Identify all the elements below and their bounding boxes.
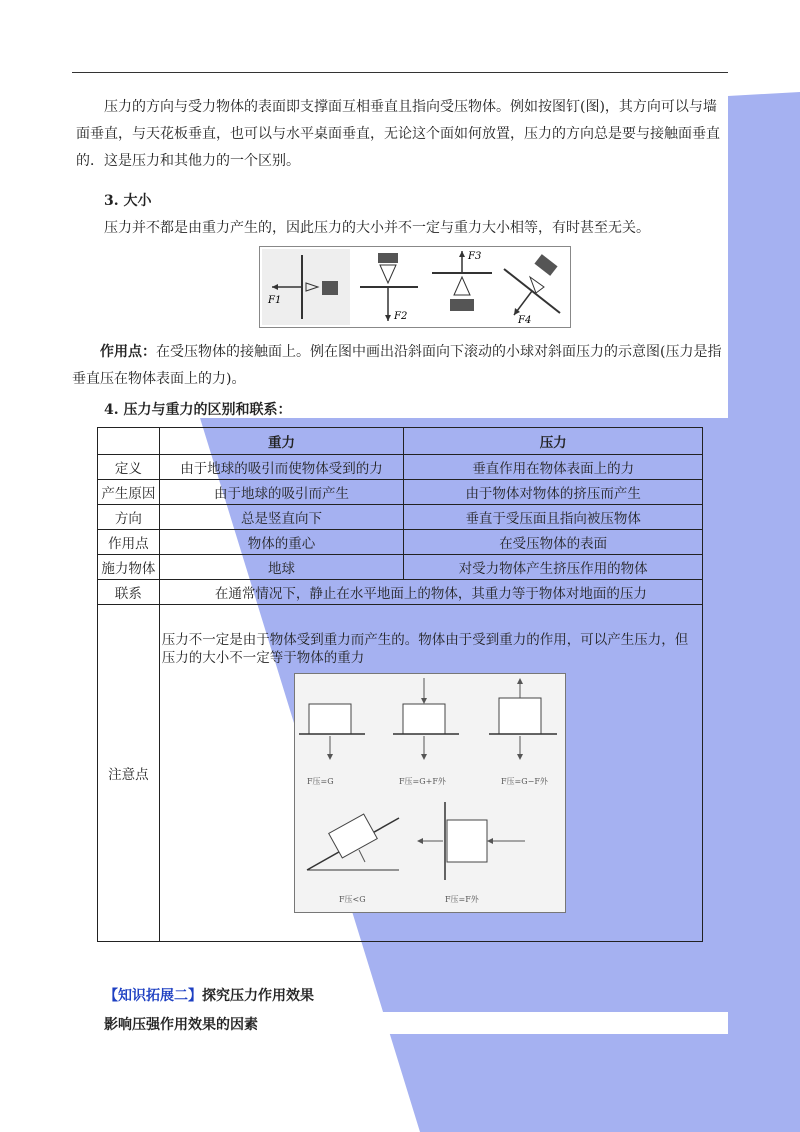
gravity-cell: 物体的重心 xyxy=(159,530,404,555)
figure-label-f3: F3 xyxy=(468,251,482,262)
gravity-pressure-table xyxy=(97,427,703,942)
paragraph-magnitude: 压力并不都是由重力产生的，因此压力的大小并不一定与重力大小相等，有时甚至无关。 xyxy=(104,220,650,236)
table-header-row xyxy=(98,428,703,455)
caption-case-3: F压=G−F外 xyxy=(500,777,548,786)
extension-subtitle: 影响压强作用效果的因素 xyxy=(104,1017,258,1033)
table-header-blank xyxy=(98,428,160,455)
extension-bracket: 【知识拓展二】 xyxy=(104,988,202,1004)
relation-cell: 在通常情况下，静止在水平地面上的物体，其重力等于物体对地面的压力 xyxy=(159,580,702,605)
pressure-cases-figure xyxy=(294,673,566,913)
gravity-cell: 由于地球的吸引而产生 xyxy=(159,480,404,505)
extension-heading xyxy=(104,985,314,1005)
note-text: 压力不一定是由于物体受到重力而产生的。物体由于受到重力的作用，可以产生压力，但压力的大小不一定等于物体的重力 xyxy=(161,632,689,666)
row-label: 定义 xyxy=(98,455,160,480)
row-label: 施力物体 xyxy=(98,555,160,580)
caption-case-4: F压<G xyxy=(338,895,366,904)
row-label: 产生原因 xyxy=(98,480,160,505)
pressure-cell: 在受压物体的表面 xyxy=(404,530,703,555)
table-row xyxy=(98,455,703,480)
caption-case-1: F压=G xyxy=(306,777,334,786)
table-header-gravity: 重力 xyxy=(159,428,404,455)
figure-label-f4: F4 xyxy=(518,315,532,326)
row-label: 作用点 xyxy=(98,530,160,555)
table-row xyxy=(98,480,703,505)
action-point-text: 在受压物体的接触面上。例在图中画出沿斜面向下滚动的小球对斜面压力的示意图(压力是指垂直压在物体表面上的力)。 xyxy=(72,344,722,387)
table-header-pressure: 压力 xyxy=(404,428,703,455)
gravity-cell: 由于地球的吸引而使物体受到的力 xyxy=(159,455,404,480)
header-rule xyxy=(72,72,728,73)
table-row xyxy=(98,505,703,530)
pressure-cell: 垂直作用在物体表面上的力 xyxy=(404,455,703,480)
extension-title: 探究压力作用效果 xyxy=(202,988,314,1004)
pressure-cell: 对受力物体产生挤压作用的物体 xyxy=(404,555,703,580)
action-point-label: 作用点： xyxy=(100,344,156,360)
gravity-cell: 总是竖直向下 xyxy=(159,505,404,530)
pressure-cell: 垂直于受压面且指向被压物体 xyxy=(404,505,703,530)
heading-difference: 4. 压力与重力的区别和联系： xyxy=(104,402,292,418)
caption-case-2: F压=G+F外 xyxy=(398,777,446,786)
heading-magnitude: 3. 大小 xyxy=(104,193,152,209)
pushpin-figure xyxy=(259,246,571,328)
table-row-relation xyxy=(98,580,703,605)
gravity-cell: 地球 xyxy=(159,555,404,580)
caption-case-5: F压=F外 xyxy=(444,895,479,904)
pressure-cell: 由于物体对物体的挤压而产生 xyxy=(404,480,703,505)
row-label: 联系 xyxy=(98,580,160,605)
figure-label-f2: F2 xyxy=(394,311,408,322)
table-row xyxy=(98,555,703,580)
table-row xyxy=(98,530,703,555)
table-row-note xyxy=(98,605,703,942)
row-label: 方向 xyxy=(98,505,160,530)
paragraph-pressure-direction: 压力的方向与受力物体的表面即支撑面互相垂直且指向受压物体。例如按图钉(图)，其方向可以与墙面垂直，与天花板垂直，也可以与水平桌面垂直，无论这个面如何放置，压力的方向总是要与接触面垂直的．这是压力和其他力的一个区别。 xyxy=(76,99,720,169)
note-cell xyxy=(159,605,702,942)
row-label: 注意点 xyxy=(98,605,160,942)
figure-label-f1: F1 xyxy=(268,295,282,306)
paragraph-action-point xyxy=(72,339,728,393)
